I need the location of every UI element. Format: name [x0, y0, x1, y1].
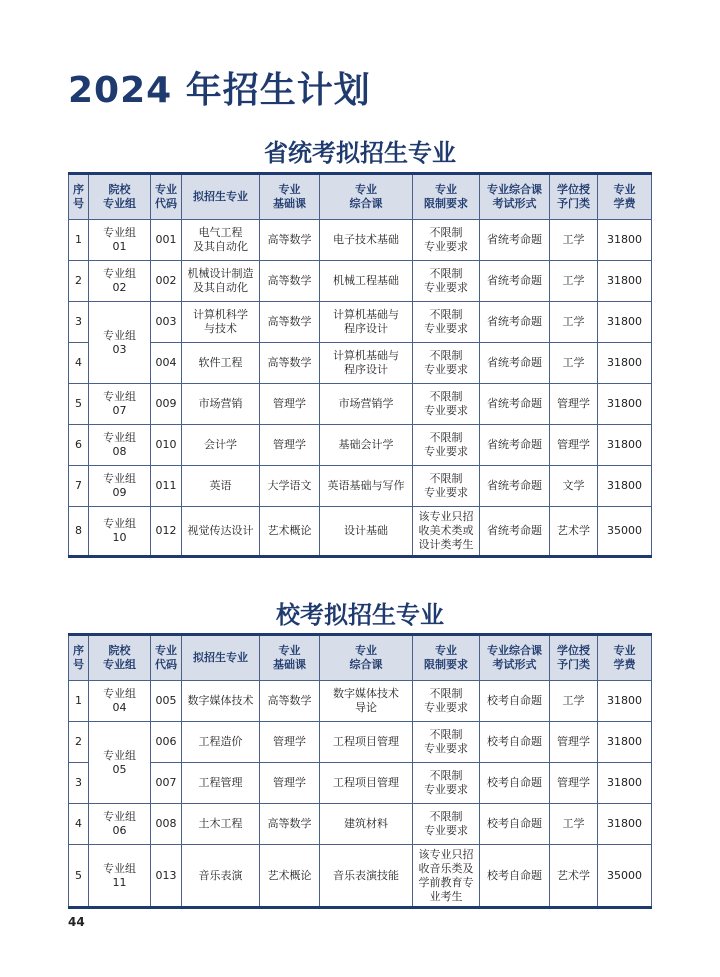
major-code: 001: [151, 220, 182, 261]
row-number: 5: [69, 384, 89, 425]
major-name: 软件工程: [182, 343, 260, 384]
degree-category: 艺术学: [550, 845, 598, 908]
row-number: 5: [69, 845, 89, 908]
major-name: 土木工程: [182, 804, 260, 845]
exam-form: 省统考命题: [480, 220, 550, 261]
group-cell: 专业组 06: [89, 804, 151, 845]
major-code: 013: [151, 845, 182, 908]
exam-form: 校考自命题: [480, 804, 550, 845]
degree-category: 工学: [550, 261, 598, 302]
table-row: [69, 845, 652, 908]
requirement: 不限制 专业要求: [413, 466, 480, 507]
basic-course: 大学语文: [260, 466, 320, 507]
degree-category: 工学: [550, 302, 598, 343]
comprehensive-course: 计算机基础与 程序设计: [320, 302, 413, 343]
tuition: 31800: [598, 681, 652, 722]
requirement: 不限制 专业要求: [413, 343, 480, 384]
tuition: 31800: [598, 804, 652, 845]
table-row: [69, 261, 652, 302]
major-name: 音乐表演: [182, 845, 260, 908]
basic-course: 高等数学: [260, 681, 320, 722]
basic-course: 高等数学: [260, 220, 320, 261]
table-row: [69, 425, 652, 466]
table-row: [69, 722, 652, 763]
group-cell: 专业组 08: [89, 425, 151, 466]
exam-form: 校考自命题: [480, 722, 550, 763]
tuition: 35000: [598, 845, 652, 908]
table2-title: 校考拟招生专业: [276, 601, 444, 629]
tuition: 31800: [598, 261, 652, 302]
major-code: 010: [151, 425, 182, 466]
table-row: [69, 343, 652, 384]
requirement: 该专业只招 收美术类或 设计类考生: [413, 507, 480, 557]
exam-form: 校考自命题: [480, 845, 550, 908]
table-row: [69, 507, 652, 557]
header-cell: 专业 代码: [151, 174, 182, 220]
header-cell: 序 号: [69, 635, 89, 681]
row-number: 2: [69, 261, 89, 302]
major-code: 005: [151, 681, 182, 722]
comprehensive-course: 机械工程基础: [320, 261, 413, 302]
major-code: 012: [151, 507, 182, 557]
requirement: 该专业只招 收音乐类及 学前教育专 业考生: [413, 845, 480, 908]
major-code: 008: [151, 804, 182, 845]
header-cell: 学位授 予门类: [550, 635, 598, 681]
major-name: 会计学: [182, 425, 260, 466]
exam-form: 省统考命题: [480, 425, 550, 466]
major-name: 视觉传达设计: [182, 507, 260, 557]
header-cell: 专业 限制要求: [413, 635, 480, 681]
degree-category: 艺术学: [550, 507, 598, 557]
basic-course: 高等数学: [260, 261, 320, 302]
table-header-row: [69, 635, 652, 681]
requirement: 不限制 专业要求: [413, 804, 480, 845]
header-cell: 院校 专业组: [89, 635, 151, 681]
degree-category: 工学: [550, 220, 598, 261]
header-cell: 专业 学费: [598, 174, 652, 220]
major-code: 009: [151, 384, 182, 425]
comprehensive-course: 市场营销学: [320, 384, 413, 425]
comprehensive-course: 英语基础与写作: [320, 466, 413, 507]
tuition: 31800: [598, 302, 652, 343]
table-row: [69, 763, 652, 804]
comprehensive-course: 数字媒体技术 导论: [320, 681, 413, 722]
tuition: 35000: [598, 507, 652, 557]
basic-course: 艺术概论: [260, 507, 320, 557]
header-cell: 专业 基础课: [260, 635, 320, 681]
exam-form: 校考自命题: [480, 763, 550, 804]
group-cell: 专业组 02: [89, 261, 151, 302]
row-number: 4: [69, 804, 89, 845]
exam-form: 省统考命题: [480, 507, 550, 557]
exam-form: 省统考命题: [480, 384, 550, 425]
tuition: 31800: [598, 763, 652, 804]
table-header-row: [69, 174, 652, 220]
basic-course: 管理学: [260, 384, 320, 425]
row-number: 3: [69, 763, 89, 804]
comprehensive-course: 电子技术基础: [320, 220, 413, 261]
basic-course: 管理学: [260, 722, 320, 763]
exam-form: 省统考命题: [480, 343, 550, 384]
group-cell: 专业组 09: [89, 466, 151, 507]
header-cell: 专业 限制要求: [413, 174, 480, 220]
basic-course: 管理学: [260, 425, 320, 466]
header-cell: 拟招生专业: [182, 635, 260, 681]
header-cell: 专业 基础课: [260, 174, 320, 220]
header-cell: 专业综合课 考试形式: [480, 635, 550, 681]
requirement: 不限制 专业要求: [413, 763, 480, 804]
table1-title: 省统考拟招生专业: [264, 139, 456, 167]
exam-form: 省统考命题: [480, 261, 550, 302]
group-cell: 专业组 10: [89, 507, 151, 557]
group-cell: 专业组 07: [89, 384, 151, 425]
degree-category: 管理学: [550, 722, 598, 763]
requirement: 不限制 专业要求: [413, 681, 480, 722]
header-cell: 专业综合课 考试形式: [480, 174, 550, 220]
table-row: [69, 804, 652, 845]
basic-course: 高等数学: [260, 302, 320, 343]
comprehensive-course: 工程项目管理: [320, 763, 413, 804]
basic-course: 艺术概论: [260, 845, 320, 908]
comprehensive-course: 工程项目管理: [320, 722, 413, 763]
table-row: [69, 681, 652, 722]
major-name: 工程造价: [182, 722, 260, 763]
comprehensive-course: 音乐表演技能: [320, 845, 413, 908]
tuition: 31800: [598, 425, 652, 466]
provincial-exam-table: [68, 172, 652, 558]
group-cell: 专业组 05: [89, 722, 151, 804]
table-row: [69, 302, 652, 343]
comprehensive-course: 设计基础: [320, 507, 413, 557]
basic-course: 高等数学: [260, 804, 320, 845]
tuition: 31800: [598, 343, 652, 384]
group-cell: 专业组 04: [89, 681, 151, 722]
degree-category: 管理学: [550, 763, 598, 804]
row-number: 8: [69, 507, 89, 557]
tuition: 31800: [598, 466, 652, 507]
tuition: 31800: [598, 220, 652, 261]
major-name: 英语: [182, 466, 260, 507]
major-name: 数字媒体技术: [182, 681, 260, 722]
requirement: 不限制 专业要求: [413, 220, 480, 261]
comprehensive-course: 建筑材料: [320, 804, 413, 845]
group-cell: 专业组 03: [89, 302, 151, 384]
exam-form: 省统考命题: [480, 466, 550, 507]
row-number: 7: [69, 466, 89, 507]
degree-category: 管理学: [550, 384, 598, 425]
row-number: 1: [69, 681, 89, 722]
group-cell: 专业组 01: [89, 220, 151, 261]
requirement: 不限制 专业要求: [413, 384, 480, 425]
major-code: 004: [151, 343, 182, 384]
basic-course: 高等数学: [260, 343, 320, 384]
degree-category: 工学: [550, 804, 598, 845]
degree-category: 工学: [550, 681, 598, 722]
comprehensive-course: 计算机基础与 程序设计: [320, 343, 413, 384]
page-number: 44: [68, 915, 85, 929]
group-cell: 专业组 11: [89, 845, 151, 908]
degree-category: 文学: [550, 466, 598, 507]
header-cell: 院校 专业组: [89, 174, 151, 220]
major-code: 011: [151, 466, 182, 507]
row-number: 4: [69, 343, 89, 384]
row-number: 6: [69, 425, 89, 466]
major-name: 计算机科学 与技术: [182, 302, 260, 343]
page-title: 2024 年招生计划: [68, 70, 371, 111]
tuition: 31800: [598, 722, 652, 763]
table-row: [69, 466, 652, 507]
major-code: 007: [151, 763, 182, 804]
tuition: 31800: [598, 384, 652, 425]
table-row: [69, 384, 652, 425]
table-row: [69, 220, 652, 261]
requirement: 不限制 专业要求: [413, 302, 480, 343]
major-code: 006: [151, 722, 182, 763]
major-name: 工程管理: [182, 763, 260, 804]
header-cell: 专业 学费: [598, 635, 652, 681]
header-cell: 拟招生专业: [182, 174, 260, 220]
requirement: 不限制 专业要求: [413, 425, 480, 466]
header-cell: 专业 综合课: [320, 635, 413, 681]
school-exam-table: [68, 633, 652, 909]
major-name: 机械设计制造 及其自动化: [182, 261, 260, 302]
comprehensive-course: 基础会计学: [320, 425, 413, 466]
degree-category: 工学: [550, 343, 598, 384]
header-cell: 序 号: [69, 174, 89, 220]
exam-form: 校考自命题: [480, 681, 550, 722]
degree-category: 管理学: [550, 425, 598, 466]
major-code: 002: [151, 261, 182, 302]
major-code: 003: [151, 302, 182, 343]
requirement: 不限制 专业要求: [413, 722, 480, 763]
row-number: 1: [69, 220, 89, 261]
header-cell: 学位授 予门类: [550, 174, 598, 220]
row-number: 3: [69, 302, 89, 343]
basic-course: 管理学: [260, 763, 320, 804]
header-cell: 专业 代码: [151, 635, 182, 681]
row-number: 2: [69, 722, 89, 763]
header-cell: 专业 综合课: [320, 174, 413, 220]
requirement: 不限制 专业要求: [413, 261, 480, 302]
major-name: 市场营销: [182, 384, 260, 425]
exam-form: 省统考命题: [480, 302, 550, 343]
major-name: 电气工程 及其自动化: [182, 220, 260, 261]
